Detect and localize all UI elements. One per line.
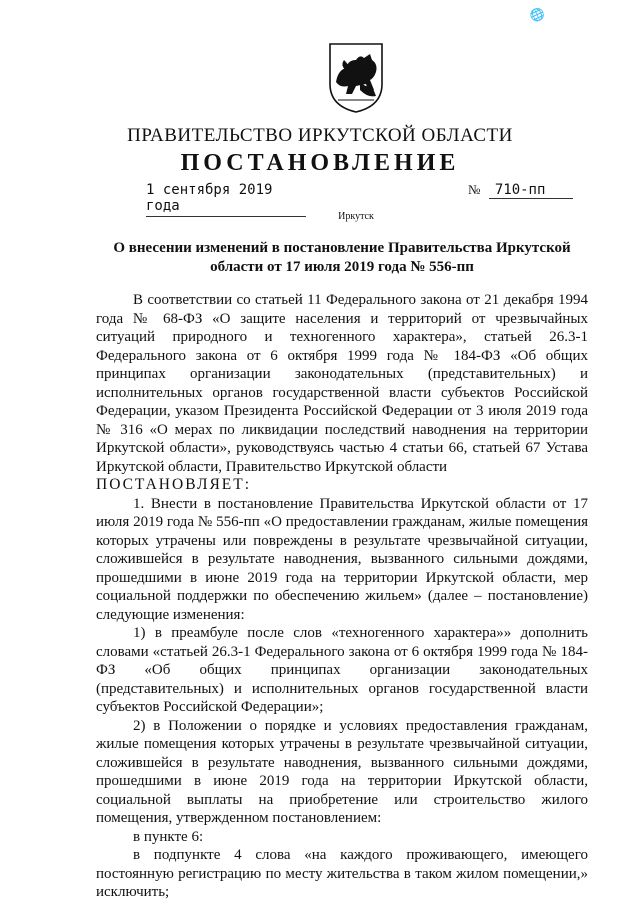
- number-value: 710-пп: [489, 182, 573, 199]
- point-6-paragraph: в пункте 6:: [133, 828, 204, 845]
- document-title: О внесении изменений в постановление Правительства Иркутской области от 17 июля 2019 года № 556-пп: [113, 240, 571, 275]
- item-1-paragraph: 1. Внести в постановление Правительства Иркутской области от 17 июля 2019 года № 556-пп «О предоставлении гражданам, жилые помещения которых утрачены или повреждены в результате чрезвычайной ситуации, сложившейся в результате наводнения, вызванного сильными дождями, прошедшими в июне 2019 года на территории Иркутской области, мер социальной поддержки по обеспечению жильем» (далее – постановление) следующие изменения:: [96, 495, 588, 623]
- subitem-1-paragraph: 1) в преамбуле после слов «техногенного характера»» дополнить словами «статьей 26.3-1 Федерального закона от 6 октября 1999 года № 184-ФЗ «Об общих принципах организации законодательных (представительных) и исполнительных органов государственной власти субъектов Российской Федерации»;: [96, 625, 588, 715]
- document-date: 1 сентября 2019 года: [146, 182, 306, 217]
- number-sign: №: [468, 182, 481, 197]
- document-type: ПОСТАНОВЛЕНИЕ: [180, 150, 460, 176]
- government-name: ПРАВИТЕЛЬСТВО ИРКУТСКОЙ ОБЛАСТИ: [127, 125, 513, 146]
- subpoint-4-paragraph: в подпункте 4 слова «на каждого проживающего, имеющего постоянную регистрацию по месту жительства в таком жилом помещении,» исключить;: [96, 847, 588, 900]
- preamble-paragraph: В соответствии со статьей 11 Федерального закона от 21 декабря 1994 года № 68-ФЗ «О защите населения и территорий от чрезвычайных ситуаций природного и техногенного характера», статьей 26.3-1 Федерального закона от 6 октября 1999 года № 184-ФЗ «Об общих принципах организации законодательных (представительных) и исполнительных органов государственной власти субъектов Российской Федерации, указом Президента Российской Федерации от 3 июля 2019 года № 316 «О мерах по ликвидации последствий наводнения на территории Иркутской области», руководствуясь частью 4 статьи 66, статьей 67 Устава Иркутской области, Правительство Иркутской области: [96, 292, 588, 475]
- corner-handwritten-mark: 🌐: [527, 5, 548, 25]
- city-name: Иркутск: [338, 211, 374, 222]
- document-body: [96, 291, 588, 902]
- document-number: [468, 182, 583, 199]
- decree-word: ПОСТАНОВЛЯЕТ:: [96, 476, 252, 493]
- irkutsk-coat-of-arms-icon: [326, 40, 386, 115]
- subitem-2-paragraph: 2) в Положении о порядке и условиях предоставления гражданам, жилые помещения которых утрачены в результате чрезвычайной ситуации, сложившейся в результате наводнения, вызванного сильными дождями, прошедшими в июне 2019 года на территории Иркутской области, социальной выплаты на приобретение или строительство жилого помещения, утвержденном постановлением:: [96, 717, 588, 826]
